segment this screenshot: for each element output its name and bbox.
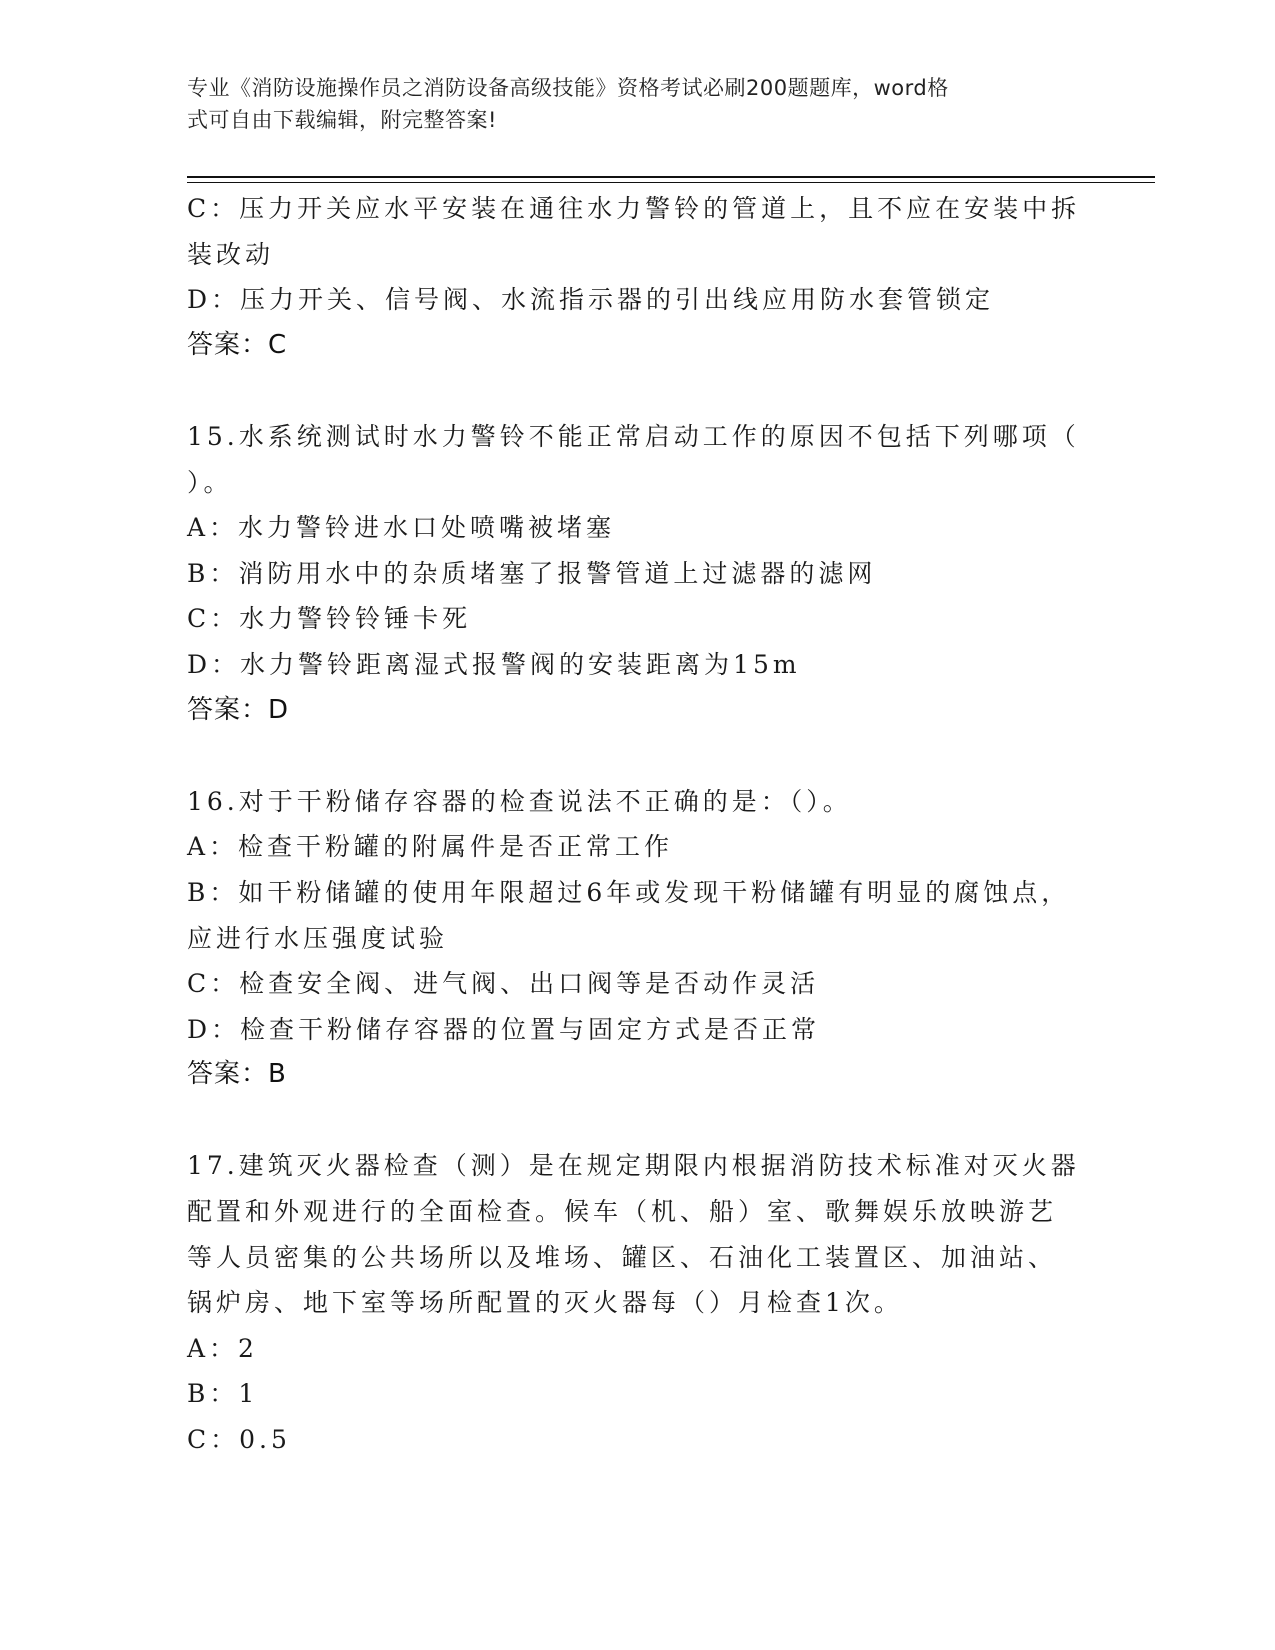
- question-stem: 锅炉房、地下室等场所配置的灭火器每（）月检查1次。: [187, 1288, 903, 1318]
- question-block: [187, 186, 1087, 368]
- option-line: C：0.5: [187, 1425, 291, 1455]
- answer-line: 答案：B: [187, 1059, 287, 1090]
- question-stem: 配置和外观进行的全面检查。候车（机、船）室、歌舞娱乐放映游艺: [187, 1197, 1058, 1227]
- option-line: B：消防用水中的杂质堵塞了报警管道上过滤器的滤网: [187, 558, 877, 588]
- option-line: C：压力开关应水平安装在通往水力警铃的管道上，且不应在安装中拆: [187, 194, 1081, 223]
- question-block: [187, 779, 1087, 1098]
- option-line: 应进行水压强度试验: [187, 923, 449, 953]
- header-line-2: 式可自由下载编辑，附完整答案!: [187, 108, 497, 132]
- block-spacer: [187, 733, 1087, 779]
- question-stem: ）。: [187, 467, 233, 497]
- answer-line: 答案：C: [187, 329, 288, 360]
- document-header: [187, 72, 1067, 136]
- answer-line: 答案：D: [187, 694, 290, 725]
- option-line: C：检查安全阀、进气阀、出口阀等是否动作灵活: [187, 969, 820, 999]
- block-spacer: [187, 368, 1087, 414]
- block-spacer: [187, 1098, 1087, 1144]
- header-line-1: 专业《消防设施操作员之消防设备高级技能》资格考试必刷200题题库，word格: [187, 76, 949, 100]
- option-line: B：如干粉储罐的使用年限超过6年或发现干粉储罐有明显的腐蚀点，: [187, 877, 1071, 907]
- question-block: [187, 414, 1087, 733]
- option-line: D：检查干粉储存容器的位置与固定方式是否正常: [187, 1014, 821, 1044]
- option-line: A：2: [187, 1333, 258, 1363]
- question-block: [187, 1143, 1087, 1462]
- header-rule-thick: [187, 176, 1155, 178]
- question-content: [187, 186, 1087, 1463]
- option-line: A：检查干粉罐的附属件是否正常工作: [187, 832, 674, 862]
- question-stem: 15.水系统测试时水力警铃不能正常启动工作的原因不包括下列哪项（: [187, 421, 1080, 451]
- option-line: A：水力警铃进水口处喷嘴被堵塞: [187, 513, 616, 543]
- option-line: D：水力警铃距离湿式报警阀的安装距离为15m: [187, 649, 801, 679]
- option-line: B：1: [187, 1379, 259, 1409]
- option-line: C：水力警铃铃锤卡死: [187, 604, 472, 634]
- question-stem: 等人员密集的公共场所以及堆场、罐区、石油化工装置区、加油站、: [187, 1242, 1058, 1272]
- question-stem: 16.对于干粉储存容器的检查说法不正确的是：（）。: [187, 786, 852, 816]
- option-line: 装改动: [187, 239, 275, 269]
- option-line: D：压力开关、信号阀、水流指示器的引出线应用防水套管锁定: [187, 285, 995, 315]
- header-rule-thin: [187, 182, 1155, 183]
- question-stem: 17.建筑灭火器检查（测）是在规定期限内根据消防技术标准对灭火器: [187, 1151, 1080, 1181]
